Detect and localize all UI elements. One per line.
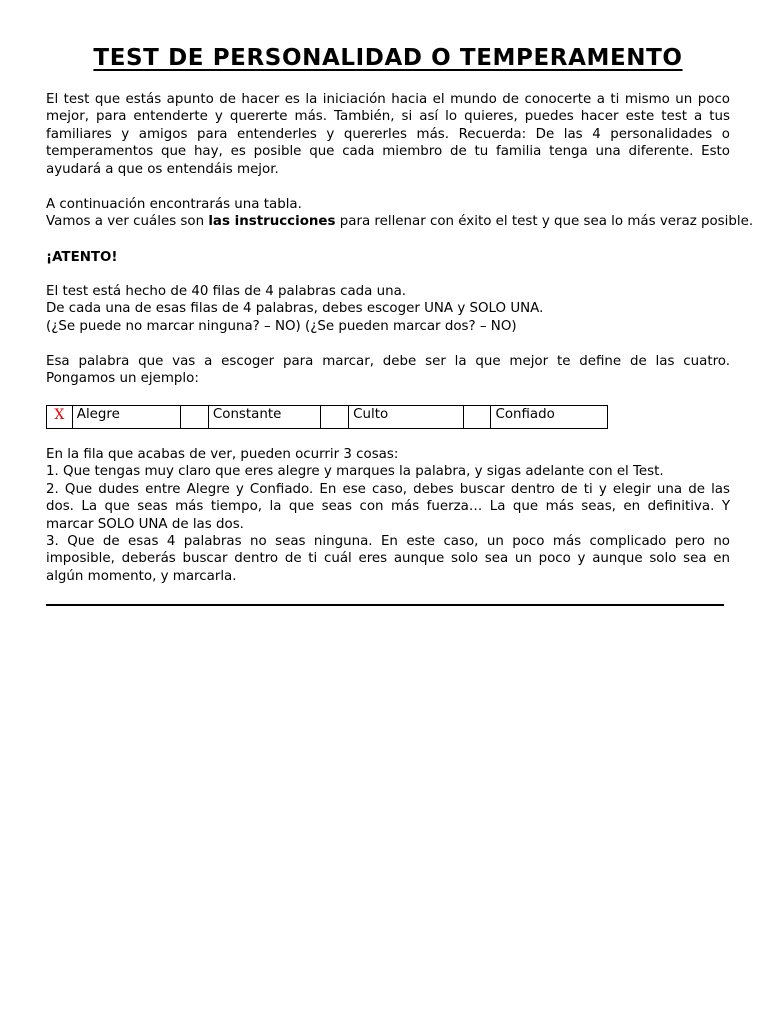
empty-mark-cell xyxy=(463,406,491,429)
rule-line: De cada una de esas filas de 4 palabras, debes escoger UNA y SOLO UNA. xyxy=(46,301,544,317)
word-cell-confiado: Confiado xyxy=(491,406,608,429)
instructions-pre: Vamos a ver cuáles son xyxy=(46,214,209,230)
rule-line: (¿Se puede no marcar ninguna? – NO) (¿Se pueden marcar dos? – NO) xyxy=(46,318,517,334)
instructions-bold: las instrucciones xyxy=(208,214,336,230)
outcome-2-line: 2. Que dudes entre Alegre y Confiado. En ese caso, debes buscar dentro de ti y elegir una de las xyxy=(46,481,730,497)
intro-line: El test que estás apunto de hacer es la iniciación hacia el mundo de conocerte a ti mismo un poco xyxy=(46,92,730,107)
outcome-3-line: imposible, deberás buscar dentro de ti cuál eres aunque solo sea un poco y aunque solo sea en xyxy=(46,551,730,567)
intro-line: temperamentos que hay, es posible que cada miembro de tu familia tenga una diferente. Esto xyxy=(46,144,730,160)
outcome-2-line: marcar SOLO UNA de las dos. xyxy=(46,516,244,532)
outcome-3-line: algún momento, y marcarla. xyxy=(46,568,237,584)
instructions-paragraph xyxy=(46,196,754,231)
table-row xyxy=(47,406,608,429)
intro-line: ayudará a que os entendáis mejor. xyxy=(46,161,279,177)
empty-mark-cell xyxy=(181,406,209,429)
word-cell-alegre: Alegre xyxy=(72,406,180,429)
outcome-3-line: 3. Que de esas 4 palabras no seas ninguna. En este caso, un poco más complicado pero no xyxy=(46,534,730,550)
horizontal-rule xyxy=(46,604,724,606)
example-line: Esa palabra que vas a escoger para marcar, debe ser la que mejor te define de las cuatro. xyxy=(46,354,730,369)
page-title: TEST DE PERSONALIDAD O TEMPERAMENTO xyxy=(93,45,683,71)
outcome-2-line: dos. La que seas más tiempo, la que seas con más fuerza… La que más seas, en definitiva. Y xyxy=(46,499,730,515)
outcomes-paragraph xyxy=(46,446,730,585)
word-cell-culto: Culto xyxy=(349,406,463,429)
example-paragraph xyxy=(46,353,730,388)
mark-cell: X xyxy=(47,406,73,429)
outcomes-intro: En la fila que acabas de ver, pueden ocurrir 3 cosas: xyxy=(46,447,399,462)
outcome-1-line: 1. Que tengas muy claro que eres alegre y marques la palabra, y sigas adelante con el Test. xyxy=(46,464,664,480)
table-intro-text: A continuación encontrarás una tabla. xyxy=(46,197,302,212)
intro-paragraph xyxy=(46,91,730,178)
example-line: Pongamos un ejemplo: xyxy=(46,371,199,387)
empty-mark-cell xyxy=(321,406,349,429)
intro-line: mejor, para entenderte y quererte más. También, si así lo quieres, puedes hacer este test a tus xyxy=(46,109,730,125)
word-cell-constante: Constante xyxy=(208,406,320,429)
intro-line: familiares y amigos para entenderles y quererles más. Recuerda: De las 4 personalidades o xyxy=(46,126,730,142)
attention-heading: ¡ATENTO! xyxy=(46,250,118,265)
instructions-post: para rellenar con éxito el test y que sea lo más veraz posible. xyxy=(335,214,754,230)
example-table xyxy=(46,405,608,429)
rule-line: El test está hecho de 40 filas de 4 palabras cada una. xyxy=(46,284,407,299)
rules-paragraph xyxy=(46,283,730,335)
instructions-text xyxy=(46,213,754,230)
